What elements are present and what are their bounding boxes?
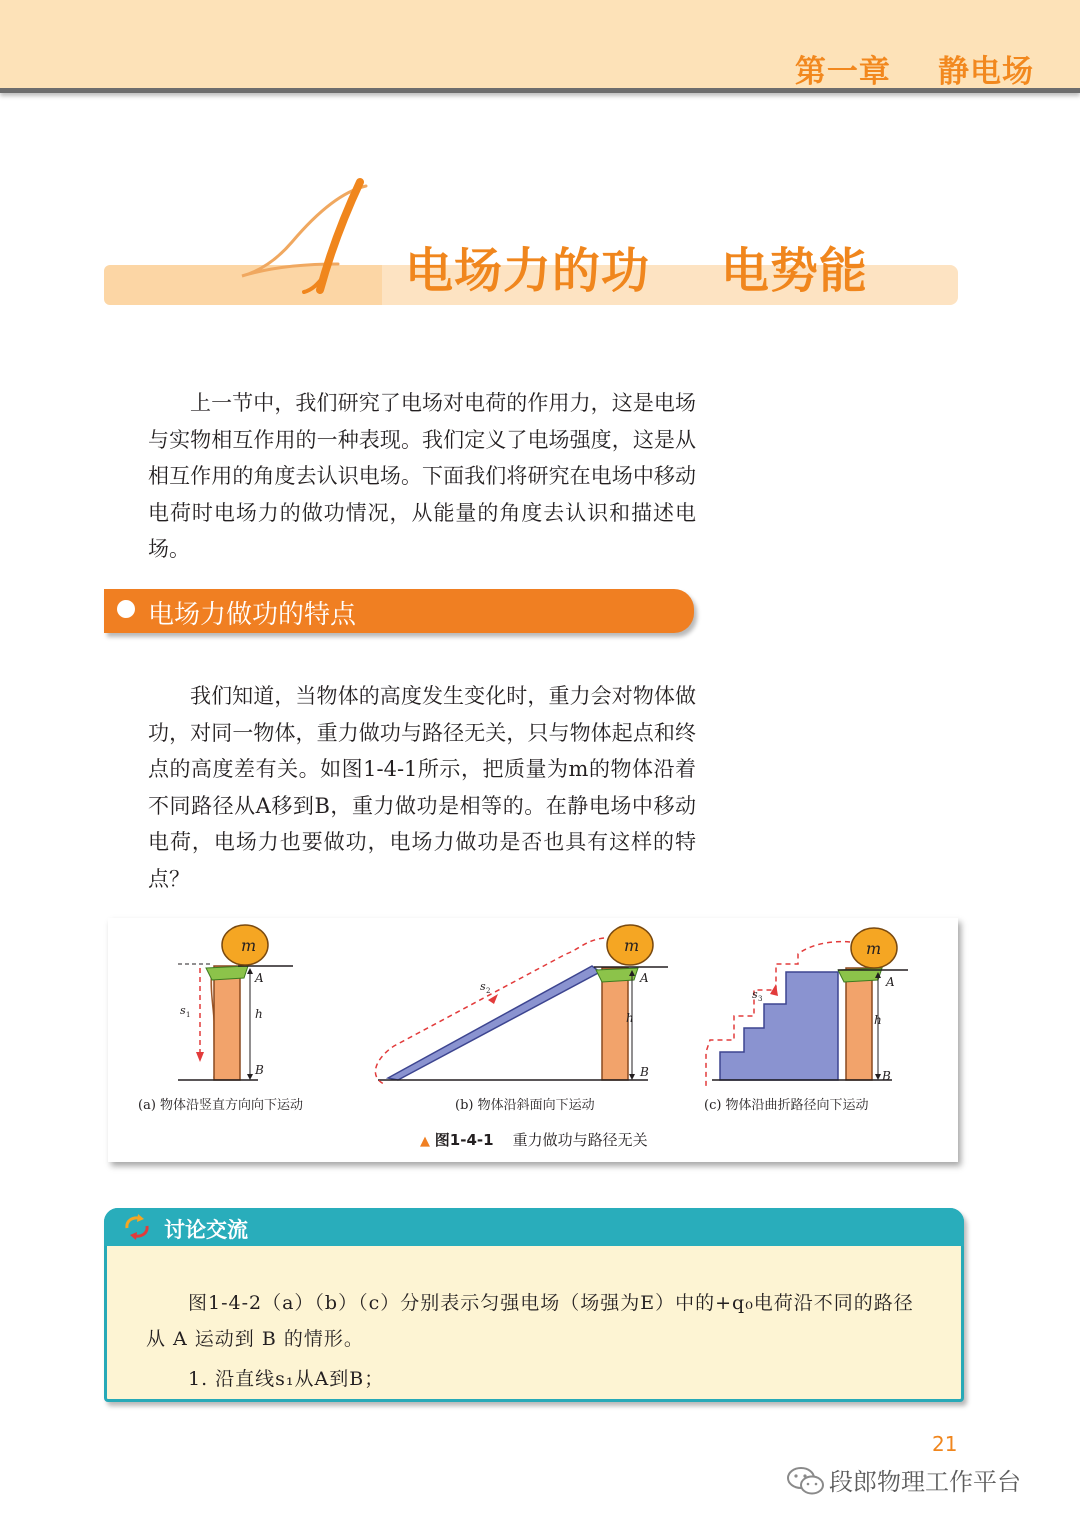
caption-c: (c) 物体沿曲折路径向下运动 [704,1098,869,1113]
bullet-dot-icon [117,600,135,618]
path-label-s2: s [480,980,486,993]
discussion-text-2: 1. 沿直线s₁从A到B； [188,1368,385,1390]
figure-title [420,1129,648,1150]
height-label-c: h [874,1013,882,1027]
caption-b: (b) 物体沿斜面向下运动 [455,1098,595,1113]
path-label-s2-sub: 2 [486,987,491,995]
figure-1-4-1 [108,918,958,1162]
point-a-label-c: A [886,975,895,989]
discussion-exchange-icon [122,1214,152,1240]
mass-label-a: m [241,936,257,955]
path-label-s3: s [752,988,758,1001]
figure-illustration [108,918,958,1162]
section-title: 电场力的功 电势能 [405,243,868,299]
discussion-text-1: 图1-4-2（a）（b）（c）分别表示匀强电场（场强为E）中的+q₀电荷沿不同的路径从 A 运动到 B 的情形。 [146,1292,914,1350]
point-b-label-c: B [882,1069,891,1083]
point-a-label-a: A [255,971,264,985]
panel-b [375,925,668,1084]
figure-number: 图1-4-1 [434,1131,494,1149]
mass-label-c: m [866,939,882,958]
section-number-glyph [228,172,378,302]
panel-c [706,928,908,1086]
discussion-title: 讨论交流 [164,1218,248,1242]
point-a-label-b: A [640,971,649,985]
intro-paragraph: 上一节中，我们研究了电场对电荷的作用力，这是电场与实物相互作用的一种表现。我们定义了电场强度，这是从相互作用的角度去认识电场。下面我们将研究在电场中移动电荷时电场力的做功情况，从能量的角度去认识和描述电场。 [148,391,696,561]
path-label-s1-sub: 1 [186,1011,191,1019]
path-label-s3-sub: 3 [758,995,763,1003]
triangle-marker-icon: ▲ [420,1134,430,1149]
panel-a [178,925,293,1080]
point-b-label-b: B [640,1065,649,1079]
caption-a: (a) 物体沿竖直方向向下运动 [138,1098,304,1113]
figure-title-text: 重力做功与路径无关 [512,1131,648,1149]
point-b-label-a: B [255,1063,264,1077]
page-number: 21 [932,1432,958,1456]
subsection-title: 电场力做功的特点 [148,600,357,630]
path-label-s1: s [180,1004,186,1017]
chapter-title: 第一章 静电场 [794,54,1034,90]
mass-label-b: m [624,936,640,955]
body-paragraph: 我们知道，当物体的高度发生变化时，重力会对物体做功，对同一物体，重力做功与路径无关，只与物体起点和终点的高度差有关。如图1-4-1所示，把质量为m的物体沿着不同路径从A移到B，重力做功是相等的。在静电场中移动电荷，电场力也要做功，电场力做功是否也具有这样的特点？ [148,684,696,891]
height-label-a: h [255,1007,263,1021]
height-label-b: h [626,1011,634,1025]
section-number-text: 4 [228,172,229,173]
watermark-text: 段郎物理工作平台 [829,1468,1021,1496]
